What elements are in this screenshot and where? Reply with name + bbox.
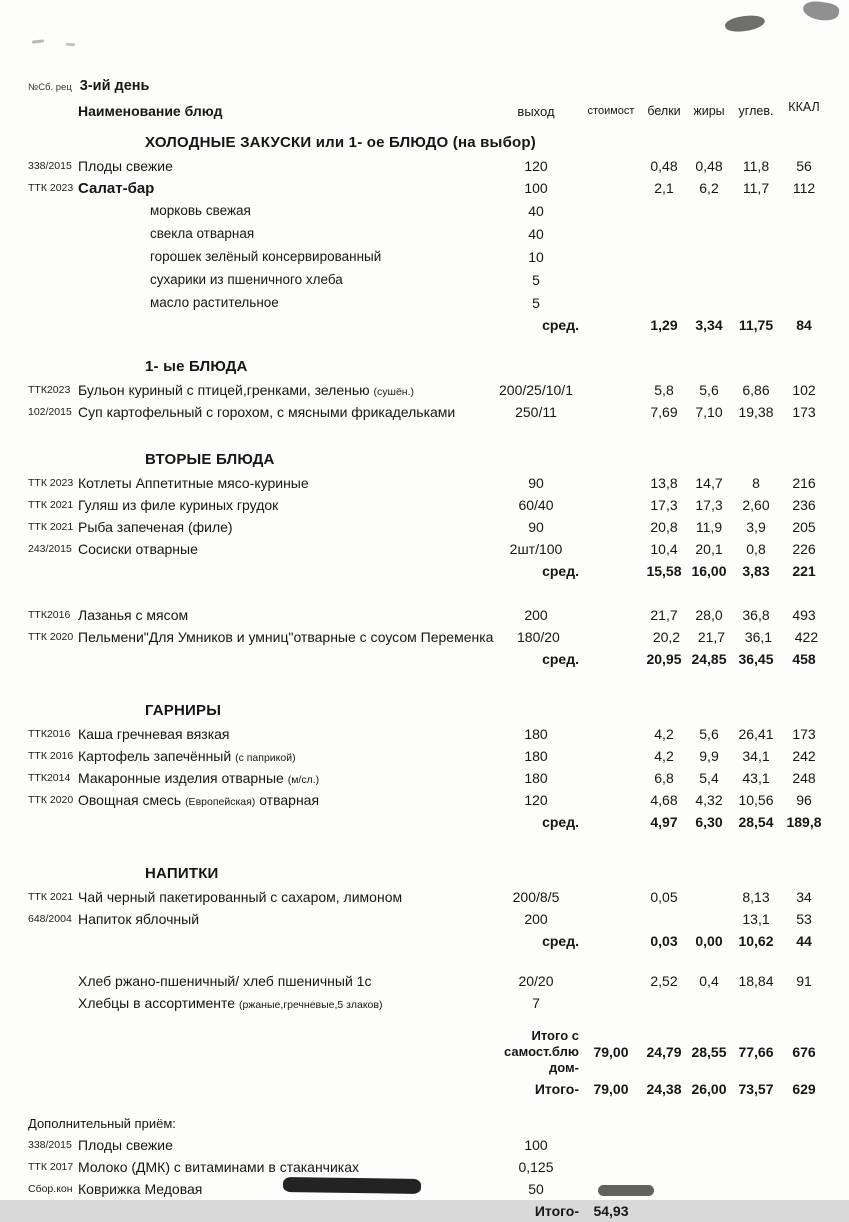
- table-header: [28, 98, 827, 124]
- dish-code: 648/2004: [28, 913, 72, 925]
- name-text: Суп картофельный с горохом, с мясными фрикадельками: [78, 404, 456, 420]
- portion-value: 180: [524, 770, 548, 786]
- carbs-value: 3,9: [746, 519, 766, 535]
- dish-code: 102/2015: [28, 406, 72, 418]
- portion-value: 2шт/100: [509, 541, 563, 557]
- protein-value: 6,8: [654, 770, 674, 786]
- dish-code: 338/2015: [28, 160, 72, 172]
- dish-code: Сбор.кон: [28, 1183, 73, 1195]
- carbs-value: 73,57: [738, 1081, 774, 1097]
- carbs-value: 10,56: [738, 792, 774, 808]
- additional-intake-label: Дополнительный приём:: [28, 1115, 176, 1131]
- fat-value: 6,2: [699, 180, 719, 196]
- dish-code: ТТК2016: [28, 728, 71, 740]
- name-text: Коврижка Медовая: [78, 1181, 203, 1197]
- section-row: [28, 353, 827, 379]
- protein-value: 5,8: [654, 382, 674, 398]
- carbs-value: 18,84: [738, 973, 774, 989]
- kcal-value: 236: [792, 497, 816, 513]
- total-label-line: Итого с: [531, 1028, 579, 1043]
- total-label-line: дом-: [549, 1060, 579, 1075]
- dish-name: [78, 180, 491, 197]
- name-text: Пельмени"Для Умников и умниц"отварные с соусом Переменка: [78, 629, 494, 645]
- cost-value: 54,93: [593, 1203, 629, 1219]
- name-text: масло растительное: [150, 295, 279, 310]
- dish-name: [78, 497, 491, 513]
- protein-value: 20,8: [650, 519, 678, 535]
- header-fat: жиры: [693, 104, 725, 118]
- kcal-value: 422: [794, 629, 819, 645]
- carbs-value: 6,86: [742, 382, 770, 398]
- dish-name: [78, 889, 491, 905]
- fat-value: 7,10: [695, 404, 723, 420]
- protein-value: 0,05: [650, 889, 678, 905]
- protein-value: 7,69: [650, 404, 678, 420]
- protein-value: 21,7: [650, 607, 678, 623]
- carbs-value: 36,8: [742, 607, 770, 623]
- kcal-value: 102: [792, 382, 816, 398]
- dish-name: [78, 382, 491, 398]
- name-text: Напиток яблочный: [78, 911, 200, 927]
- ingredient-name: [78, 203, 491, 218]
- dish-row: [28, 723, 827, 745]
- kcal-value: 84: [796, 317, 812, 333]
- protein-value: 4,2: [654, 726, 674, 742]
- ingredient-name: [78, 226, 491, 241]
- kcal-value: 53: [796, 911, 812, 927]
- portion-value: 10: [528, 248, 544, 265]
- avg-label: сред.: [542, 814, 579, 830]
- dish-code: ТТК 2017: [28, 1161, 74, 1173]
- protein-value: 13,8: [650, 475, 678, 491]
- ingredient-name: [78, 295, 491, 310]
- dish-row: [28, 626, 827, 648]
- dish-name: [78, 748, 491, 764]
- carbs-value: 19,38: [738, 404, 774, 420]
- protein-value: 24,79: [646, 1044, 682, 1060]
- cost-value: 79,00: [593, 1081, 629, 1097]
- fat-value: 3,34: [695, 317, 723, 333]
- carbs-value: 10,62: [738, 933, 774, 949]
- kcal-value: 458: [792, 651, 816, 667]
- carbs-value: 13,1: [742, 911, 770, 927]
- carbs-value: 3,83: [742, 563, 770, 579]
- portion-value: 40: [528, 202, 544, 219]
- dish-name: [78, 995, 491, 1011]
- dish-row: [28, 886, 827, 908]
- dish-name: [78, 519, 491, 535]
- dish-row: [28, 379, 827, 401]
- name-text: Рыба запеченая (филе): [78, 519, 233, 535]
- dish-row: [28, 472, 827, 494]
- name-text: Салат-бар: [78, 179, 155, 197]
- name-note: (ржаные,гречневые,5 злаков): [238, 999, 383, 1011]
- portion-value: 7: [532, 995, 540, 1011]
- kcal-value: 676: [792, 1044, 816, 1060]
- portion-value: 0,125: [518, 1159, 554, 1175]
- dish-name: [78, 607, 491, 623]
- portion-value: 5: [532, 294, 540, 311]
- portion-value: 90: [528, 519, 544, 535]
- ingredient-row: [28, 268, 827, 291]
- dish-code: ТТК 2023: [28, 477, 74, 489]
- protein-value: 0,48: [650, 158, 678, 174]
- fat-value: 4,32: [695, 792, 723, 808]
- dish-name: [78, 1159, 491, 1175]
- avg-label: сред.: [542, 651, 579, 667]
- fat-value: 5,6: [699, 726, 719, 742]
- page-title: 3-ий день: [79, 78, 150, 94]
- dish-name: [78, 541, 491, 557]
- ingredient-row: [28, 245, 827, 268]
- name-note: (с паприкой): [235, 752, 296, 764]
- dish-row: [28, 538, 827, 560]
- fat-value: 0,48: [695, 158, 723, 174]
- dish-row: [28, 516, 827, 538]
- dish-row: [28, 1156, 827, 1178]
- kcal-value: 205: [792, 519, 816, 535]
- fat-value: 16,00: [691, 563, 727, 579]
- name-text: морковь свежая: [150, 203, 251, 218]
- header-name: Наименование блюд: [78, 103, 223, 119]
- total-label: Итого-: [534, 1203, 579, 1219]
- recipe-book-label: №Сб. рец: [28, 82, 72, 93]
- dish-row: [28, 177, 827, 199]
- section-title: ХОЛОДНЫЕ ЗАКУСКИ или 1- ое БЛЮДО (на выбор): [145, 133, 536, 151]
- protein-value: 20,2: [652, 629, 681, 645]
- carbs-value: 11,7: [742, 180, 770, 196]
- protein-value: 2,1: [654, 180, 674, 196]
- avg-row: [28, 811, 827, 833]
- dish-row: [28, 745, 827, 767]
- total3-row: [28, 1026, 827, 1078]
- name-text: Чай черный пакетированный с сахаром, лимоном: [78, 889, 403, 905]
- fat-value: 26,00: [691, 1081, 727, 1097]
- portion-value: 200/8/5: [512, 889, 560, 905]
- avg-label: сред.: [542, 933, 579, 949]
- total-row: [28, 1200, 827, 1222]
- portion-value: 40: [528, 225, 544, 242]
- section-title: ГАРНИРЫ: [145, 701, 222, 719]
- section-row: [28, 860, 827, 886]
- fat-value: 11,9: [695, 519, 723, 535]
- protein-value: 24,38: [646, 1081, 682, 1097]
- carbs-value: 34,1: [742, 748, 770, 764]
- name-text: Овощная смесь: [78, 792, 186, 808]
- protein-value: 2,52: [650, 973, 678, 989]
- fat-value: 17,3: [695, 497, 723, 513]
- kcal-value: 96: [796, 792, 812, 808]
- dish-code: ТТК 2023: [28, 182, 74, 194]
- row-gap: [28, 582, 827, 604]
- dish-row: [28, 1178, 827, 1200]
- dish-row: [28, 767, 827, 789]
- kcal-value: 34: [796, 889, 812, 905]
- section-row: [28, 446, 827, 472]
- dish-code: ТТК 2021: [28, 521, 74, 533]
- row-gap: [28, 336, 827, 348]
- portion-value: 180: [524, 748, 548, 764]
- header-carbs: углев.: [738, 104, 774, 118]
- name-note: (м/сл.): [287, 774, 320, 786]
- fat-value: 20,1: [695, 541, 723, 557]
- dish-row: [28, 401, 827, 423]
- name-text: Каша гречневая вязкая: [78, 726, 230, 742]
- carbs-value: 8: [752, 475, 760, 491]
- protein-value: 1,29: [650, 317, 678, 333]
- name-text: Хлебцы в ассортименте: [78, 995, 239, 1011]
- portion-value: 120: [524, 158, 548, 174]
- portion-value: 20/20: [518, 973, 554, 989]
- protein-value: 15,58: [646, 563, 682, 579]
- dish-name: [78, 404, 491, 420]
- ingredient-name: [78, 272, 491, 287]
- kcal-value: 221: [792, 563, 816, 579]
- name-text: Хлеб ржано-пшеничный/ хлеб пшеничный 1с: [78, 973, 372, 989]
- dish-row: [28, 494, 827, 516]
- row-gap: [28, 670, 827, 692]
- row-gap: [28, 1100, 827, 1112]
- menu-table-body: [28, 129, 827, 1222]
- row-gap: [28, 833, 827, 855]
- kcal-value: 56: [796, 158, 812, 174]
- fat-value: 28,0: [695, 607, 723, 623]
- kcal-value: 173: [792, 404, 816, 420]
- protein-value: 17,3: [650, 497, 678, 513]
- dish-code: 338/2015: [28, 1139, 72, 1151]
- header-kcal: ККАЛ: [788, 100, 820, 114]
- total-label-line: самост.блю: [504, 1044, 579, 1059]
- avg-label: сред.: [542, 563, 579, 579]
- kcal-value: 493: [792, 607, 816, 623]
- portion-value: 200/25/10/1: [499, 382, 573, 398]
- section-row: [28, 129, 827, 155]
- dish-code: 243/2015: [28, 543, 72, 555]
- cost-value: 79,00: [593, 1044, 629, 1060]
- name-text: Плоды свежие: [78, 158, 173, 174]
- portion-value: 180/20: [517, 629, 560, 645]
- name-text: Гуляш из филе куриных грудок: [78, 497, 279, 513]
- total-row: [28, 1078, 827, 1100]
- protein-value: 4,68: [650, 792, 678, 808]
- portion-value: 200: [524, 607, 548, 623]
- portion-value: 180: [524, 726, 548, 742]
- ingredient-row: [28, 291, 827, 314]
- avg-row: [28, 560, 827, 582]
- name-text: свекла отварная: [150, 226, 255, 241]
- protein-value: 0,03: [650, 933, 678, 949]
- dish-name: [78, 158, 491, 174]
- dish-row: [28, 908, 827, 930]
- name-text: Плоды свежие: [78, 1137, 173, 1153]
- fat-value: 6,30: [695, 814, 723, 830]
- kcal-value: 629: [792, 1081, 816, 1097]
- avg-row: [28, 314, 827, 336]
- row-gap: [28, 423, 827, 441]
- kcal-value: 226: [792, 541, 816, 557]
- ingredient-row: [28, 222, 827, 245]
- dish-name: [78, 475, 491, 491]
- name-text: Бульон куриный с птицей,гренками, зеленью: [78, 382, 374, 398]
- dish-name: [78, 770, 491, 786]
- header-protein: белки: [647, 104, 681, 118]
- fat-value: 5,6: [699, 382, 719, 398]
- carbs-value: 43,1: [742, 770, 770, 786]
- dish-code: ТТК 2020: [28, 794, 74, 806]
- kcal-value: 112: [792, 180, 816, 196]
- dish-name: [78, 1137, 491, 1153]
- dish-name: [78, 726, 491, 742]
- fat-value: 9,9: [699, 748, 719, 764]
- row-gap: [28, 1014, 827, 1026]
- fat-value: 28,55: [691, 1044, 727, 1060]
- title-bar: [28, 78, 827, 94]
- avg-row: [28, 648, 827, 670]
- fat-value: 24,85: [691, 651, 727, 667]
- name-text: Котлеты Аппетитные мясо-куриные: [78, 475, 309, 491]
- portion-cell: [491, 1028, 581, 1076]
- dish-row: [28, 789, 827, 811]
- kcal-value: 44: [796, 933, 812, 949]
- name-text: Картофель запечённый: [78, 748, 236, 764]
- dish-code: ТТК2014: [28, 772, 71, 784]
- section-row: [28, 697, 827, 723]
- dish-code: ТТК2016: [28, 609, 71, 621]
- portion-value: 100: [524, 1137, 548, 1153]
- dish-name: [78, 911, 491, 927]
- kcal-value: 242: [792, 748, 816, 764]
- protein-value: 4,2: [654, 748, 674, 764]
- section-title: НАПИТКИ: [145, 864, 219, 882]
- portion-value: 60/40: [518, 497, 554, 513]
- carbs-value: 36,45: [738, 651, 774, 667]
- portion-value: 90: [528, 475, 544, 491]
- dish-row: [28, 992, 827, 1014]
- row-gap: [28, 952, 827, 970]
- portion-value: 100: [524, 180, 548, 196]
- carbs-value: 8,13: [742, 889, 770, 905]
- protein-value: 20,95: [646, 651, 682, 667]
- dish-code: ТТК 2021: [28, 499, 74, 511]
- carbs-value: 11,8: [742, 158, 770, 174]
- dish-name: [78, 973, 491, 989]
- carbs-value: 26,41: [738, 726, 774, 742]
- name-text: отварная: [255, 792, 320, 808]
- portion-value: 200: [524, 911, 548, 927]
- carbs-value: 2,60: [742, 497, 770, 513]
- dish-code: ТТК 2021: [28, 891, 74, 903]
- dish-row: [28, 155, 827, 177]
- name-text: горошек зелёный консервированный: [150, 249, 382, 264]
- name-text: Макаронные изделия отварные: [78, 770, 288, 786]
- name-note: (Европейская): [185, 796, 256, 808]
- ingredient-name: [78, 249, 491, 264]
- portion-value: 50: [528, 1181, 544, 1197]
- dish-row: [28, 1134, 827, 1156]
- carbs-value: 11,75: [738, 317, 774, 333]
- fat-value: 14,7: [695, 475, 723, 491]
- header-output: выход: [517, 103, 555, 119]
- name-text: Сосиски отварные: [78, 541, 198, 557]
- kcal-value: 173: [792, 726, 816, 742]
- dish-name: [78, 1181, 491, 1197]
- section-title: ВТОРЫЕ БЛЮДА: [145, 450, 275, 468]
- kcal-value: 216: [792, 475, 816, 491]
- kcal-value: 91: [796, 973, 812, 989]
- label-row: [28, 1112, 827, 1134]
- carbs-value: 0,8: [746, 541, 766, 557]
- portion-value: 250/11: [515, 404, 557, 420]
- carbs-value: 36,1: [744, 629, 773, 645]
- dish-code: ТТК 2016: [28, 750, 74, 762]
- name-text: Лазанья с мясом: [78, 607, 189, 623]
- name-text: сухарики из пшеничного хлеба: [150, 272, 343, 287]
- name-note: (сушён.): [373, 386, 415, 398]
- avg-label: сред.: [542, 317, 579, 333]
- section-title: 1- ые БЛЮДА: [145, 357, 248, 375]
- total-label: Итого-: [534, 1081, 579, 1097]
- dish-row: [28, 604, 827, 626]
- header-cost: стоимост: [587, 105, 635, 117]
- dish-name: [78, 792, 491, 808]
- carbs-value: 77,66: [738, 1044, 774, 1060]
- carbs-value: 28,54: [738, 814, 774, 830]
- fat-value: 21,7: [697, 629, 726, 645]
- dish-row: [28, 970, 827, 992]
- fat-value: 0,4: [699, 973, 719, 989]
- ingredient-row: [28, 199, 827, 222]
- protein-value: 10,4: [650, 541, 678, 557]
- dish-code: ТТК2023: [28, 384, 71, 396]
- avg-row: [28, 930, 827, 952]
- fat-value: 0,00: [695, 933, 723, 949]
- portion-value: 5: [532, 271, 540, 288]
- kcal-value: 189,8: [786, 814, 822, 830]
- dish-name: [78, 629, 493, 645]
- kcal-value: 248: [792, 770, 816, 786]
- fat-value: 5,4: [699, 770, 719, 786]
- protein-value: 4,97: [650, 814, 678, 830]
- portion-value: 120: [524, 792, 548, 808]
- dish-code: ТТК 2020: [28, 631, 74, 643]
- name-text: Молоко (ДМК) с витаминами в стаканчиках: [78, 1159, 360, 1175]
